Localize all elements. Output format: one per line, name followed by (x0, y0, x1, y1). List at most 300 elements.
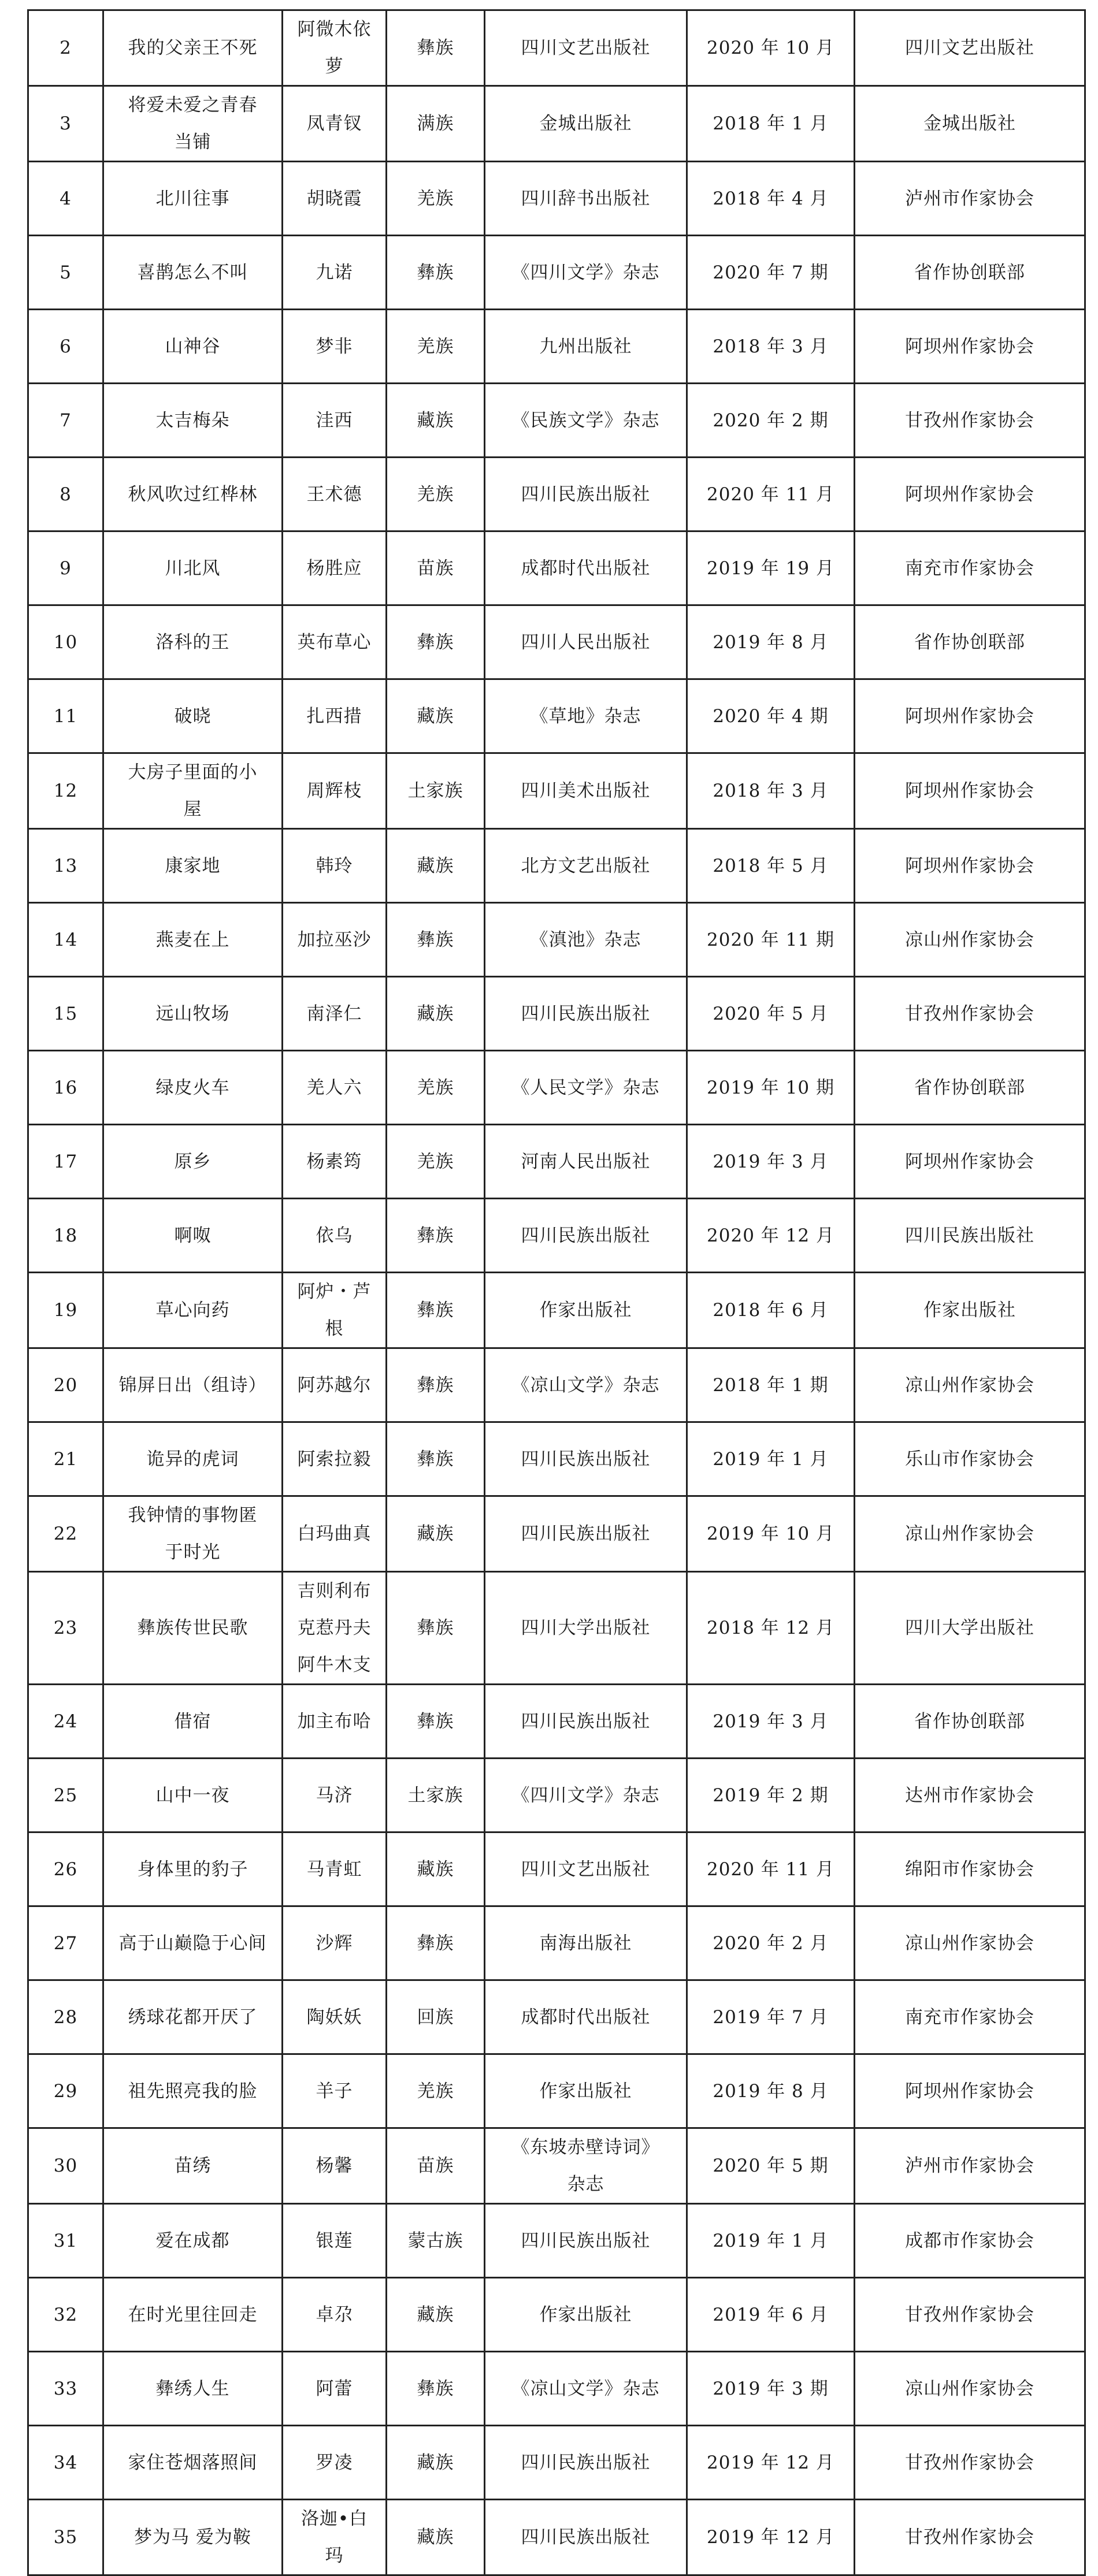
publisher-line: 成都时代出版社 (521, 557, 651, 579)
publish-date-cell: 2019 年 2 期 (687, 1759, 855, 1832)
author-line: 银莲 (316, 2230, 353, 2251)
author-cell (283, 1496, 387, 1572)
work-title-line: 啊呶 (174, 1225, 212, 1246)
recommender-cell: 阿坝州作家协会 (855, 458, 1085, 531)
row-number-cell: 30 (28, 2128, 103, 2204)
work-title-line: 洛科的王 (155, 631, 230, 653)
publisher-cell (485, 1422, 687, 1496)
row-number-cell: 20 (28, 1348, 103, 1422)
publisher-line: 四川人民出版社 (521, 631, 651, 653)
table-row (28, 1572, 1085, 1685)
recommender-cell: 阿坝州作家协会 (855, 310, 1085, 384)
author-cell (283, 2426, 387, 2500)
publish-date-cell: 2019 年 10 期 (687, 1051, 855, 1125)
recommender-cell: 作家出版社 (855, 1273, 1085, 1348)
row-number-cell: 18 (28, 1199, 103, 1273)
table-row (28, 977, 1085, 1051)
publisher-cell (485, 86, 687, 162)
table-row (28, 86, 1085, 162)
publisher-line: 作家出版社 (539, 2080, 632, 2102)
author-cell (283, 1051, 387, 1125)
publisher-line: 四川民族出版社 (521, 2230, 651, 2251)
author-cell (283, 458, 387, 531)
publisher-line: 河南人民出版社 (521, 1151, 651, 1172)
work-title-cell (103, 86, 283, 162)
publisher-line: 成都时代出版社 (521, 2006, 651, 2028)
work-title-line: 山中一夜 (155, 1785, 230, 1806)
publish-date-cell: 2020 年 4 期 (687, 679, 855, 753)
ethnicity-cell: 彝族 (387, 1685, 485, 1759)
publisher-line: 作家出版社 (539, 1300, 632, 1321)
publish-date-cell: 2020 年 12 月 (687, 1199, 855, 1273)
author-cell (283, 1906, 387, 1980)
publish-date-cell: 2019 年 10 月 (687, 1496, 855, 1572)
work-title-cell (103, 236, 283, 310)
author-cell (283, 2278, 387, 2352)
publisher-line: 金城出版社 (539, 113, 632, 134)
author-cell (283, 1273, 387, 1348)
publish-date-cell: 2020 年 5 月 (687, 977, 855, 1051)
row-number-cell: 16 (28, 1051, 103, 1125)
publisher-cell (485, 2278, 687, 2352)
ethnicity-cell: 藏族 (387, 2426, 485, 2500)
author-cell (283, 86, 387, 162)
author-line: 羊子 (316, 2080, 353, 2102)
publisher-cell (485, 310, 687, 384)
row-number-cell: 26 (28, 1832, 103, 1906)
ethnicity-cell: 彝族 (387, 236, 485, 310)
table-row (28, 1199, 1085, 1273)
work-title-line: 大房子里面的小 (128, 762, 258, 783)
recommender-cell: 凉山州作家协会 (855, 1906, 1085, 1980)
author-cell (283, 2054, 387, 2128)
recommender-cell: 乐山市作家协会 (855, 1422, 1085, 1496)
ethnicity-cell: 羌族 (387, 162, 485, 236)
publisher-line: 四川大学出版社 (521, 1618, 651, 1638)
author-line: 周辉枝 (306, 780, 362, 801)
publisher-line: 四川文艺出版社 (521, 38, 651, 58)
recommender-cell: 南充市作家协会 (855, 531, 1085, 605)
table-row (28, 605, 1085, 679)
publisher-cell (485, 679, 687, 753)
publisher-line: 《凉山文学》杂志 (511, 1374, 660, 1396)
author-line: 南泽仁 (306, 1003, 362, 1024)
publisher-line: 四川民族出版社 (521, 2527, 651, 2548)
work-title-line: 将爱未爱之青春 (128, 95, 258, 116)
row-number-cell: 12 (28, 753, 103, 829)
publisher-line: 四川美术出版社 (521, 780, 651, 801)
row-number-cell: 5 (28, 236, 103, 310)
publisher-cell (485, 1125, 687, 1199)
publisher-cell (485, 977, 687, 1051)
table-row (28, 829, 1085, 903)
table-row (28, 1496, 1085, 1572)
row-number-cell: 15 (28, 977, 103, 1051)
work-title-cell (103, 1759, 283, 1832)
work-title-line: 于时光 (165, 1542, 221, 1563)
row-number-cell: 33 (28, 2352, 103, 2426)
ethnicity-cell: 彝族 (387, 605, 485, 679)
row-number-cell: 21 (28, 1422, 103, 1496)
row-number-cell: 31 (28, 2204, 103, 2278)
ethnicity-cell: 藏族 (387, 1496, 485, 1572)
author-cell (283, 2352, 387, 2426)
publish-date-cell: 2019 年 3 期 (687, 2352, 855, 2426)
publish-date-cell: 2020 年 2 期 (687, 384, 855, 458)
author-cell (283, 1832, 387, 1906)
recommender-cell: 南充市作家协会 (855, 1980, 1085, 2054)
recommender-cell: 阿坝州作家协会 (855, 2054, 1085, 2128)
work-title-cell (103, 977, 283, 1051)
author-line: 萝 (325, 56, 344, 77)
author-line: 玛 (325, 2545, 344, 2566)
ethnicity-cell: 苗族 (387, 2128, 485, 2204)
publish-date-cell: 2019 年 6 月 (687, 2278, 855, 2352)
author-line: 依乌 (316, 1225, 353, 1246)
recommender-cell: 省作协创联部 (855, 1685, 1085, 1759)
row-number-cell: 2 (28, 10, 103, 86)
ethnicity-cell: 藏族 (387, 977, 485, 1051)
work-title-line: 爱在成都 (155, 2230, 230, 2251)
publisher-line: 四川辞书出版社 (521, 188, 651, 209)
table-row (28, 2426, 1085, 2500)
work-title-line: 远山牧场 (155, 1003, 230, 1024)
row-number-cell: 11 (28, 679, 103, 753)
author-line: 杨胜应 (306, 557, 362, 579)
publisher-cell (485, 1906, 687, 1980)
publish-date-cell: 2019 年 8 月 (687, 2054, 855, 2128)
table-row (28, 1685, 1085, 1759)
row-number-cell: 22 (28, 1496, 103, 1572)
recommender-cell: 凉山州作家协会 (855, 903, 1085, 977)
publisher-line: 四川民族出版社 (521, 2452, 651, 2473)
publisher-cell (485, 1759, 687, 1832)
recommender-cell: 省作协创联部 (855, 236, 1085, 310)
publisher-cell (485, 236, 687, 310)
recommender-cell: 甘孜州作家协会 (855, 977, 1085, 1051)
row-number-cell: 28 (28, 1980, 103, 2054)
row-number-cell: 27 (28, 1906, 103, 1980)
work-title-line: 彝绣人生 (155, 2378, 230, 2399)
recommender-cell: 绵阳市作家协会 (855, 1832, 1085, 1906)
work-title-cell (103, 679, 283, 753)
author-line: 阿牛木支 (297, 1655, 372, 1675)
ethnicity-cell: 彝族 (387, 1906, 485, 1980)
author-cell (283, 1980, 387, 2054)
publish-date-cell: 2019 年 19 月 (687, 531, 855, 605)
work-title-line: 绿皮火车 (155, 1077, 230, 1098)
table-row (28, 1832, 1085, 1906)
work-title-cell (103, 458, 283, 531)
author-line: 加拉巫沙 (297, 929, 372, 950)
author-line: 加主布哈 (297, 1711, 372, 1732)
work-title-line: 诡异的虎词 (146, 1448, 239, 1470)
table-row (28, 1980, 1085, 2054)
publisher-line: 《四川文学》杂志 (511, 262, 660, 283)
work-title-line: 屋 (183, 799, 202, 820)
author-cell (283, 679, 387, 753)
recommender-cell: 泸州市作家协会 (855, 2128, 1085, 2204)
publisher-cell (485, 162, 687, 236)
publisher-line: 四川文艺出版社 (521, 1858, 651, 1880)
publish-date-cell: 2019 年 12 月 (687, 2426, 855, 2500)
table-row (28, 2128, 1085, 2204)
author-line: 阿索拉毅 (297, 1448, 372, 1470)
recommender-cell: 达州市作家协会 (855, 1759, 1085, 1832)
ethnicity-cell: 彝族 (387, 2352, 485, 2426)
publisher-cell (485, 2204, 687, 2278)
table-row (28, 753, 1085, 829)
ethnicity-cell: 羌族 (387, 310, 485, 384)
work-title-line: 当铺 (174, 132, 212, 153)
publisher-line: 北方文艺出版社 (521, 855, 651, 876)
work-title-cell (103, 1980, 283, 2054)
publisher-line: 《草地》杂志 (530, 705, 641, 727)
ethnicity-cell: 彝族 (387, 1422, 485, 1496)
table-row (28, 679, 1085, 753)
ethnicity-cell: 藏族 (387, 1832, 485, 1906)
author-line: 根 (325, 1318, 344, 1339)
author-line: 阿微木依 (297, 19, 372, 40)
author-cell (283, 753, 387, 829)
work-title-line: 身体里的豹子 (137, 1858, 248, 1880)
work-title-line: 高于山巅隐于心间 (118, 1932, 267, 1954)
work-title-line: 康家地 (165, 855, 221, 876)
ethnicity-cell: 回族 (387, 1980, 485, 2054)
publisher-cell (485, 1496, 687, 1572)
author-line: 扎西措 (306, 705, 362, 727)
work-title-cell (103, 1685, 283, 1759)
author-line: 韩玲 (316, 855, 353, 876)
recommender-cell: 阿坝州作家协会 (855, 1125, 1085, 1199)
publish-date-cell: 2020 年 7 期 (687, 236, 855, 310)
work-title-line: 太吉梅朵 (155, 410, 230, 431)
work-title-cell (103, 1273, 283, 1348)
ethnicity-cell: 彝族 (387, 1572, 485, 1685)
publisher-cell (485, 1685, 687, 1759)
publish-date-cell: 2019 年 7 月 (687, 1980, 855, 2054)
author-line: 凤青钗 (306, 113, 362, 134)
publish-date-cell: 2018 年 3 月 (687, 310, 855, 384)
table-row (28, 1125, 1085, 1199)
row-number-cell: 17 (28, 1125, 103, 1199)
ethnicity-cell: 彝族 (387, 1273, 485, 1348)
work-title-line: 家住苍烟落照间 (128, 2452, 258, 2473)
work-title-line: 苗绣 (174, 2155, 212, 2176)
publish-date-cell: 2018 年 6 月 (687, 1273, 855, 1348)
table-row (28, 1759, 1085, 1832)
work-title-cell (103, 10, 283, 86)
work-title-line: 锦屏日出（组诗） (118, 1374, 267, 1396)
author-line: 羌人六 (306, 1077, 362, 1098)
publisher-cell (485, 1051, 687, 1125)
author-line: 英布草心 (297, 631, 372, 653)
work-title-cell (103, 2204, 283, 2278)
work-title-line: 祖先照亮我的脸 (128, 2080, 258, 2102)
publisher-cell (485, 903, 687, 977)
publish-date-cell: 2019 年 12 月 (687, 2500, 855, 2575)
ethnicity-cell: 苗族 (387, 531, 485, 605)
publisher-cell (485, 10, 687, 86)
publisher-cell (485, 458, 687, 531)
publish-date-cell: 2019 年 3 月 (687, 1125, 855, 1199)
publisher-line: 四川民族出版社 (521, 1003, 651, 1024)
author-line: 白玛曲真 (297, 1523, 372, 1544)
table-row (28, 1348, 1085, 1422)
publish-date-cell: 2019 年 1 月 (687, 2204, 855, 2278)
ethnicity-cell: 彝族 (387, 10, 485, 86)
ethnicity-cell: 藏族 (387, 384, 485, 458)
row-number-cell: 10 (28, 605, 103, 679)
row-number-cell: 6 (28, 310, 103, 384)
recommender-cell: 甘孜州作家协会 (855, 2278, 1085, 2352)
work-title-cell (103, 605, 283, 679)
recommender-cell: 阿坝州作家协会 (855, 753, 1085, 829)
publisher-cell (485, 1572, 687, 1685)
publisher-cell (485, 605, 687, 679)
publish-date-cell: 2018 年 4 月 (687, 162, 855, 236)
ethnicity-cell: 藏族 (387, 2500, 485, 2575)
publisher-line: 《人民文学》杂志 (511, 1077, 660, 1098)
publish-date-cell: 2020 年 5 期 (687, 2128, 855, 2204)
work-title-cell (103, 2278, 283, 2352)
author-line: 王术德 (306, 484, 362, 505)
row-number-cell: 34 (28, 2426, 103, 2500)
publish-date-cell: 2020 年 11 月 (687, 1832, 855, 1906)
publish-date-cell: 2018 年 12 月 (687, 1572, 855, 1685)
work-title-line: 草心向药 (155, 1300, 230, 1321)
table-row (28, 236, 1085, 310)
publisher-cell (485, 1980, 687, 2054)
recommender-cell: 泸州市作家协会 (855, 162, 1085, 236)
row-number-cell: 29 (28, 2054, 103, 2128)
author-line: 马济 (316, 1785, 353, 1806)
recommender-cell: 凉山州作家协会 (855, 1348, 1085, 1422)
recommender-cell: 成都市作家协会 (855, 2204, 1085, 2278)
author-cell (283, 531, 387, 605)
publish-date-cell: 2018 年 3 月 (687, 753, 855, 829)
publisher-line: 南海出版社 (539, 1932, 632, 1954)
work-title-line: 原乡 (174, 1151, 212, 1172)
recommender-cell: 四川文艺出版社 (855, 10, 1085, 86)
work-title-cell (103, 1199, 283, 1273)
author-line: 吉则利布 (297, 1581, 372, 1601)
work-title-cell (103, 162, 283, 236)
publisher-cell (485, 1832, 687, 1906)
ethnicity-cell: 土家族 (387, 753, 485, 829)
work-title-line: 梦为马 爱为鞍 (134, 2527, 251, 2548)
author-line: 胡晓霞 (306, 188, 362, 209)
table-row (28, 384, 1085, 458)
work-title-cell (103, 2128, 283, 2204)
author-line: 洛迦•白 (301, 2508, 368, 2529)
ethnicity-cell: 土家族 (387, 1759, 485, 1832)
author-line: 卓尕 (316, 2304, 353, 2325)
work-title-line: 山神谷 (165, 336, 221, 357)
publish-date-cell: 2019 年 8 月 (687, 605, 855, 679)
row-number-cell: 8 (28, 458, 103, 531)
publisher-cell (485, 2352, 687, 2426)
row-number-cell: 35 (28, 2500, 103, 2575)
work-title-line: 北川往事 (155, 188, 230, 209)
work-title-line: 我的父亲王不死 (128, 38, 258, 58)
work-title-line: 在时光里往回走 (128, 2304, 258, 2325)
author-cell (283, 1125, 387, 1199)
author-line: 九诺 (316, 262, 353, 283)
table-row (28, 162, 1085, 236)
ethnicity-cell: 彝族 (387, 1199, 485, 1273)
row-number-cell: 13 (28, 829, 103, 903)
ethnicity-cell: 彝族 (387, 903, 485, 977)
work-title-cell (103, 1906, 283, 1980)
publisher-cell (485, 2054, 687, 2128)
publish-date-cell: 2020 年 11 月 (687, 458, 855, 531)
recommender-cell: 凉山州作家协会 (855, 1496, 1085, 1572)
recommender-cell: 甘孜州作家协会 (855, 2500, 1085, 2575)
author-line: 沙辉 (316, 1932, 353, 1954)
ethnicity-cell: 羌族 (387, 458, 485, 531)
work-title-line: 破晓 (174, 705, 212, 727)
publish-date-cell: 2018 年 5 月 (687, 829, 855, 903)
table-row (28, 1051, 1085, 1125)
author-cell (283, 829, 387, 903)
publisher-line: 四川民族出版社 (521, 1711, 651, 1732)
author-cell (283, 903, 387, 977)
author-cell (283, 1685, 387, 1759)
author-cell (283, 162, 387, 236)
work-title-cell (103, 2054, 283, 2128)
ethnicity-cell: 羌族 (387, 2054, 485, 2128)
author-cell (283, 977, 387, 1051)
recommender-cell: 省作协创联部 (855, 1051, 1085, 1125)
table-row (28, 1422, 1085, 1496)
author-line: 克惹丹夫 (297, 1618, 372, 1638)
publish-date-cell: 2018 年 1 期 (687, 1348, 855, 1422)
publish-date-cell: 2020 年 2 月 (687, 1906, 855, 1980)
author-cell (283, 1348, 387, 1422)
work-title-cell (103, 753, 283, 829)
row-number-cell: 3 (28, 86, 103, 162)
table-row (28, 10, 1085, 86)
recommender-cell: 四川大学出版社 (855, 1572, 1085, 1685)
author-line: 陶妖妖 (306, 2006, 362, 2028)
row-number-cell: 4 (28, 162, 103, 236)
author-cell (283, 1759, 387, 1832)
publisher-cell (485, 2128, 687, 2204)
author-cell (283, 1422, 387, 1496)
work-title-cell (103, 2500, 283, 2575)
author-line: 洼西 (316, 410, 353, 431)
table-row (28, 2500, 1085, 2575)
table-row (28, 531, 1085, 605)
work-title-line: 我钟情的事物匿 (128, 1505, 258, 1526)
row-number-cell: 24 (28, 1685, 103, 1759)
row-number-cell: 25 (28, 1759, 103, 1832)
publisher-cell (485, 384, 687, 458)
table-body (28, 10, 1085, 2575)
publisher-line: 《凉山文学》杂志 (511, 2378, 660, 2399)
ethnicity-cell: 满族 (387, 86, 485, 162)
publisher-cell (485, 531, 687, 605)
table-row (28, 1273, 1085, 1348)
publish-date-cell: 2019 年 3 月 (687, 1685, 855, 1759)
table-row (28, 903, 1085, 977)
author-cell (283, 2500, 387, 2575)
author-cell (283, 605, 387, 679)
recommender-cell: 阿坝州作家协会 (855, 829, 1085, 903)
publisher-line: 《民族文学》杂志 (511, 410, 660, 431)
author-line: 梦非 (316, 336, 353, 357)
